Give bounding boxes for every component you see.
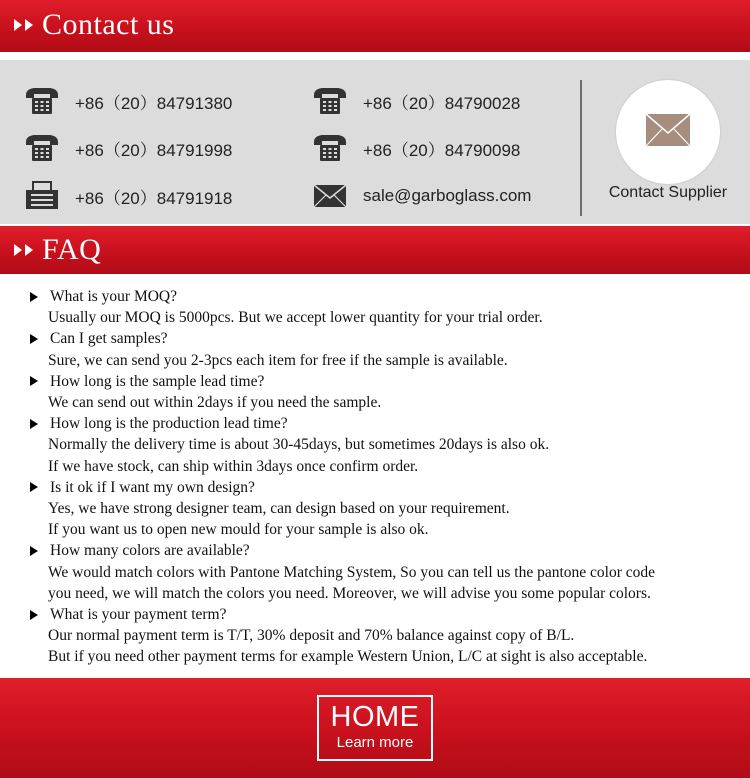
home-title: HOME — [330, 701, 420, 733]
contact-panel — [0, 60, 750, 224]
faq-item — [28, 328, 744, 370]
phone-number: +86（20）84791380 — [75, 93, 233, 113]
faq-title: FAQ — [42, 233, 102, 266]
triangle-bullet-icon — [30, 610, 38, 620]
triangle-bullet-icon — [30, 546, 38, 556]
faq-question-text: Is it ok if I want my own design? — [50, 478, 255, 496]
triangle-bullet-icon — [30, 482, 38, 492]
faq-question — [28, 371, 744, 392]
email-contact[interactable] — [312, 181, 531, 211]
fax-icon — [24, 181, 60, 211]
envelope-icon — [312, 181, 348, 211]
triangle-bullet-icon — [30, 419, 38, 429]
faq-answer: But if you need other payment terms for example Western Union, L/C at sight is also acceptable. — [48, 648, 648, 666]
phone-contact-3[interactable] — [24, 133, 232, 163]
phone-contact-4[interactable] — [312, 133, 520, 163]
faq-answer: Usually our MOQ is 5000pcs. But we accept lower quantity for your trial order. — [48, 309, 543, 327]
triangle-bullet-icon — [30, 292, 38, 302]
fax-number: +86（20）84791918 — [75, 188, 233, 208]
home-button[interactable] — [317, 695, 433, 761]
faq-question — [28, 413, 744, 434]
learn-more-label: Learn more — [336, 734, 414, 751]
faq-answer: We would match colors with Pantone Matching System, So you can tell us the pantone color code — [48, 563, 656, 581]
faq-answer: Yes, we have strong designer team, can design based on your requirement. — [48, 500, 510, 518]
contact-us-header — [0, 0, 750, 52]
faq-question-text: What is your payment term? — [50, 606, 227, 624]
triangle-bullet-icon — [30, 334, 38, 344]
envelope-icon — [645, 113, 691, 152]
faq-item — [28, 604, 744, 668]
phone-contact-2[interactable] — [312, 86, 520, 116]
phone-number: +86（20）84790028 — [363, 93, 521, 113]
faq-header — [0, 226, 750, 274]
double-arrow-icon — [14, 244, 36, 256]
telephone-icon — [24, 86, 60, 116]
faq-question-text: How long is the production lead time? — [50, 415, 288, 433]
faq-item — [28, 371, 744, 413]
faq-question — [28, 328, 744, 349]
triangle-bullet-icon — [30, 376, 38, 386]
double-arrow-icon — [14, 19, 36, 31]
faq-answer: We can send out within 2days if you need the sample. — [48, 394, 382, 412]
contact-supplier-label: Contact Supplier — [608, 184, 728, 201]
faq-answer: Sure, we can send you 2-3pcs each item for free if the sample is available. — [48, 351, 508, 369]
faq-heading — [14, 232, 101, 268]
contact-supplier-button[interactable] — [600, 74, 736, 214]
faq-question-text: How many colors are available? — [50, 542, 250, 560]
contact-us-heading — [14, 6, 175, 44]
faq-item — [28, 286, 744, 328]
faq-question-text: What is your MOQ? — [50, 288, 177, 305]
faq-list — [28, 286, 744, 668]
faq-answer: Normally the delivery time is about 30-45days, but sometimes 20days is also ok. — [48, 436, 550, 454]
email-address: sale@garboglass.com — [363, 186, 532, 205]
telephone-icon — [24, 133, 60, 163]
faq-item — [28, 413, 744, 477]
faq-answer: If we have stock, can ship within 3days once confirm order. — [48, 457, 419, 475]
faq-question — [28, 604, 744, 625]
faq-question-text: How long is the sample lead time? — [50, 372, 265, 390]
faq-answer: If you want us to open new mould for your sample is also ok. — [48, 521, 429, 539]
contact-us-title: Contact us — [42, 8, 175, 41]
faq-question — [28, 286, 744, 307]
phone-number: +86（20）84791998 — [75, 140, 233, 160]
faq-item — [28, 540, 744, 604]
vertical-divider — [580, 80, 582, 216]
faq-question — [28, 540, 744, 561]
faq-question — [28, 477, 744, 498]
supplier-circle — [616, 80, 720, 184]
faq-item — [28, 477, 744, 541]
faq-answer: Our normal payment term is T/T, 30% deposit and 70% balance against copy of B/L. — [48, 627, 575, 645]
telephone-icon — [312, 133, 348, 163]
faq-question-text: Can I get samples? — [50, 330, 168, 348]
phone-number: +86（20）84790098 — [363, 140, 521, 160]
fax-contact[interactable] — [24, 181, 232, 211]
telephone-icon — [312, 86, 348, 116]
phone-contact-1[interactable] — [24, 86, 232, 116]
faq-answer: you need, we will match the colors you need. Moreover, we will advise you some popular colors. — [48, 584, 651, 602]
